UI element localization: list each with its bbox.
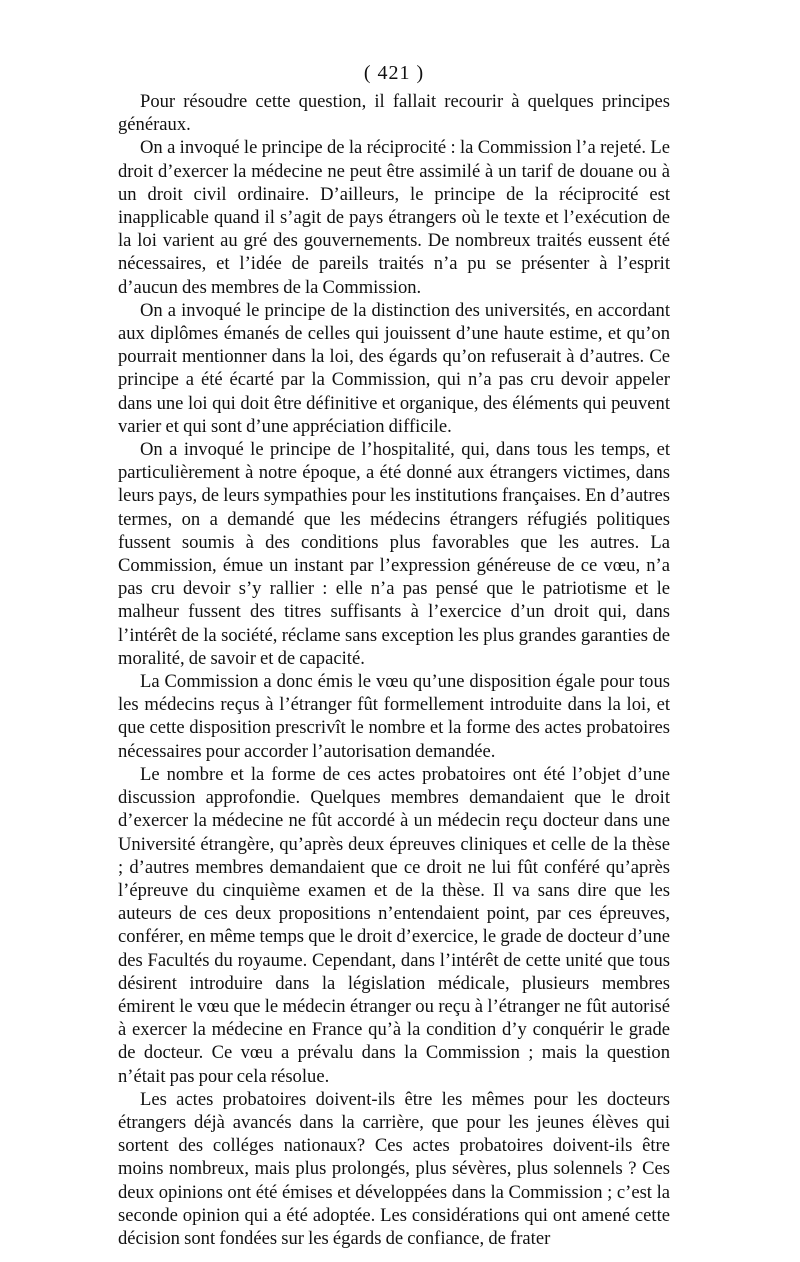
paragraph-7: Les actes probatoires doivent-ils être les mêmes pour les docteurs étrangers déjà avancés dans la carrière, que pour les jeunes élèves qui sortent des colléges nationaux? Ces actes probatoires doivent-ils être moins nombreux, mais plus prolongés, plus sévères, plus solennels ? Ces deux opinions ont été émises et développées dans la Commission ; c’est la seconde opinion qui a été adoptée. Les considérations qui ont amené cette décision sont fondées sur les égards de confiance, de frater [118,1088,670,1249]
paragraph-2: On a invoqué le principe de la réciprocité : la Commission l’a rejeté. Le droit d’exercer la médecine ne peut être assimilé à un tarif de douane ou à un droit civil ordinaire. D’ailleurs, le principe de la réciprocité est inapplicable quand il s’agit de pays étrangers où le texte et l’exécution de la loi varient au gré des gouvernements. De nombreux traités eussent été nécessaires, et l’idée de pareils traités n’a pu se présenter à l’esprit d’aucun des membres de la Commission. [118,137,670,298]
paragraph-1: Pour résoudre cette question, il fallait recourir à quelques principes généraux. [118,91,670,136]
paragraph-4: On a invoqué le principe de l’hospitalité, qui, dans tous les temps, et particulièrement à notre époque, a été donné aux étrangers victimes, dans leurs pays, de leurs sympathies pour les institutions françaises. En d’autres termes, on a demandé que les médecins étrangers réfugiés politiques fussent soumis à des conditions plus favorables que les autres. La Commission, émue un instant par l’expression généreuse de ce vœu, n’a pas cru devoir s’y rallier : elle n’a pas pensé que le patriotisme et le malheur fussent des titres suffisants à l’exercice d’un droit qui, dans l’intérêt de la société, réclame sans exception les plus grandes garanties de moralité, de savoir et de capacité. [118,439,670,669]
page-number: ( 421 ) [363,62,425,84]
document-page [118,56,670,1250]
paragraph-3: On a invoqué le principe de la distinction des universités, en accordant aux diplômes émanés de celles qui jouissent d’une haute estime, et qu’on pourrait mentionner dans la loi, des égards qu’on refuserait à d’autres. Ce principe a été écarté par la Commission, qui n’a pas cru devoir appeler dans une loi qui doit être définitive et organique, des éléments qui peuvent varier et qui sont d’une appréciation difficile. [118,299,670,437]
paragraph-5: La Commission a donc émis le vœu qu’une disposition égale pour tous les médecins reçus à l’étranger fût formellement introduite dans la loi, et que cette disposition prescrivît le nombre et la forme des actes probatoires nécessaires pour accorder l’autorisation demandée. [118,671,670,762]
paragraph-6: Le nombre et la forme de ces actes probatoires ont été l’objet d’une discussion approfondie. Quelques membres demandaient que le droit d’exercer la médecine ne fût accordé à un médecin reçu docteur dans une Université étrangère, qu’après deux épreuves cliniques et celle de la thèse ; d’autres membres demandaient que ce droit ne lui fût conféré qu’après l’épreuve du cinquième examen et de la thèse. Il va sans dire que les auteurs de ces deux propositions n’entendaient point, par ces épreuves, conférer, en même temps que le droit d’exercice, le grade de docteur d’une des Facultés du royaume. Cependant, dans l’intérêt de cette unité que tous désirent introduire dans la législation médicale, plusieurs membres émirent le vœu que le médecin étranger ou reçu à l’étranger ne fût autorisé à exercer la médecine en France qu’à la condition d’y conquérir le grade de docteur. Ce vœu a prévalu dans la Commission ; mais la question n’était pas pour cela résolue. [118,763,670,1087]
